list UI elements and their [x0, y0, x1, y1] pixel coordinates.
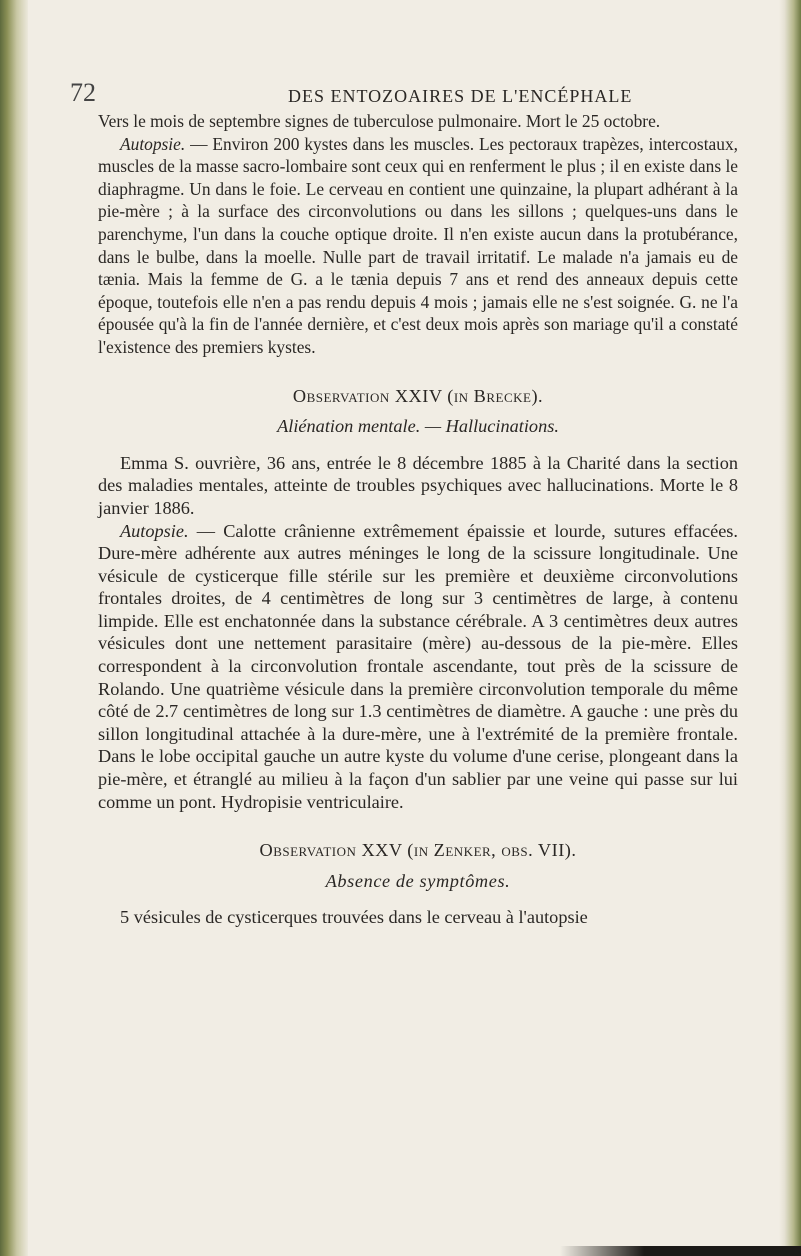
observation-25-title: Observation XXV (in Zenker, obs. VII).	[259, 840, 577, 861]
page-edge-left	[0, 0, 28, 1256]
paragraph-autopsie-1	[98, 133, 738, 359]
observation-24-title: Observation XXIV (in Brecke).	[292, 385, 544, 406]
book-page	[70, 78, 738, 929]
paragraph-autopsie-2	[98, 520, 738, 814]
page-header	[70, 78, 738, 110]
page-edge-bottom	[560, 1246, 801, 1256]
observation-24-subtitle: Aliénation mentale. — Hallucinations.	[277, 416, 559, 437]
autopsie-label: Autopsie.	[120, 133, 186, 154]
paragraph-vesicules: 5 vésicules de cysticerques trouvées dans le cerveau à l'autopsie	[120, 907, 588, 928]
paragraph-tuberculose: Vers le mois de septembre signes de tuberculose pulmonaire. Mort le 25 octobre.	[98, 111, 661, 131]
paragraph-emma: Emma S. ouvrière, 36 ans, entrée le 8 décembre 1885 à la Charité dans la section des maladies mentales, atteinte de troubles psychiques avec hallucinations. Morte le 8 janvier 1886.	[98, 452, 738, 518]
autopsie-label: Autopsie.	[120, 520, 189, 541]
page-edge-right	[779, 0, 801, 1256]
autopsie-text: — Calotte crânienne extrêmement épaissie et lourde, sutures effacées. Dure-mère adhérente aux autres méninges le long de la scissure longitudinale. Une vésicule de cysticerque fille stérile sur les première et deuxième circonvolutions frontales droites, de 4 centimètres de long sur 3 centimètres de large, à contenu limpide. Elle est enchatonnée dans la substance cérébrale. A 3 centimètres deux autres vésicules dont une nettement parasitaire (mère) au-dessous de la pie-mère. Elles correspondent à la circonvolution frontale ascendante, tout près de la scissure de Rolando. Une quatrième vésicule dans la première circonvolution temporale du même côté de 2.7 centimètres de long sur 1.3 centimètres de diamètre. A gauche : une près du sillon longitudinal attachée à la dure-mère, une à l'extrémité de la première frontale. Dans le lobe occipital gauche un autre kyste du volume d'une cerise, plongeant dans la pie-mère, et étranglé au milieu à la façon d'un sablier par une veine qui passe sur lui comme un pont. Hydropisie ventriculaire.	[98, 520, 738, 812]
running-title: DES ENTOZOAIRES DE L'ENCÉPHALE	[288, 86, 633, 106]
observation-25-subtitle: Absence de symptômes.	[325, 870, 511, 891]
autopsie-text: — Environ 200 kystes dans les muscles. Les pectoraux trapèzes, intercostaux, muscles de la masse sacro-lombaire sont ceux qui en renferment le plus ; il en existe dans le diaphragme. Un dans le foie. Le cerveau en contient une quinzaine, la plupart adhérant à la pie-mère ; à la surface des circonvolutions ou dans les sillons ; quelques-uns dans le parenchyme, l'un dans la couche optique droite. Il n'en existe aucun dans la protubérance, dans le bulbe, dans la moelle. Nulle part de travail irritatif. Le malade n'a jamais eu de tænia. Mais la femme de G. a le tænia depuis 7 ans et rend des anneaux depuis cette époque, toutefois elle n'en a pas rendu depuis 4 mois ; jamais elle ne s'est soignée. G. ne l'a épousée qu'à la fin de l'année dernière, et c'est deux mois après son mariage qu'il a constaté l'existence des premiers kystes.	[98, 133, 738, 357]
page-number: 72	[70, 78, 96, 107]
